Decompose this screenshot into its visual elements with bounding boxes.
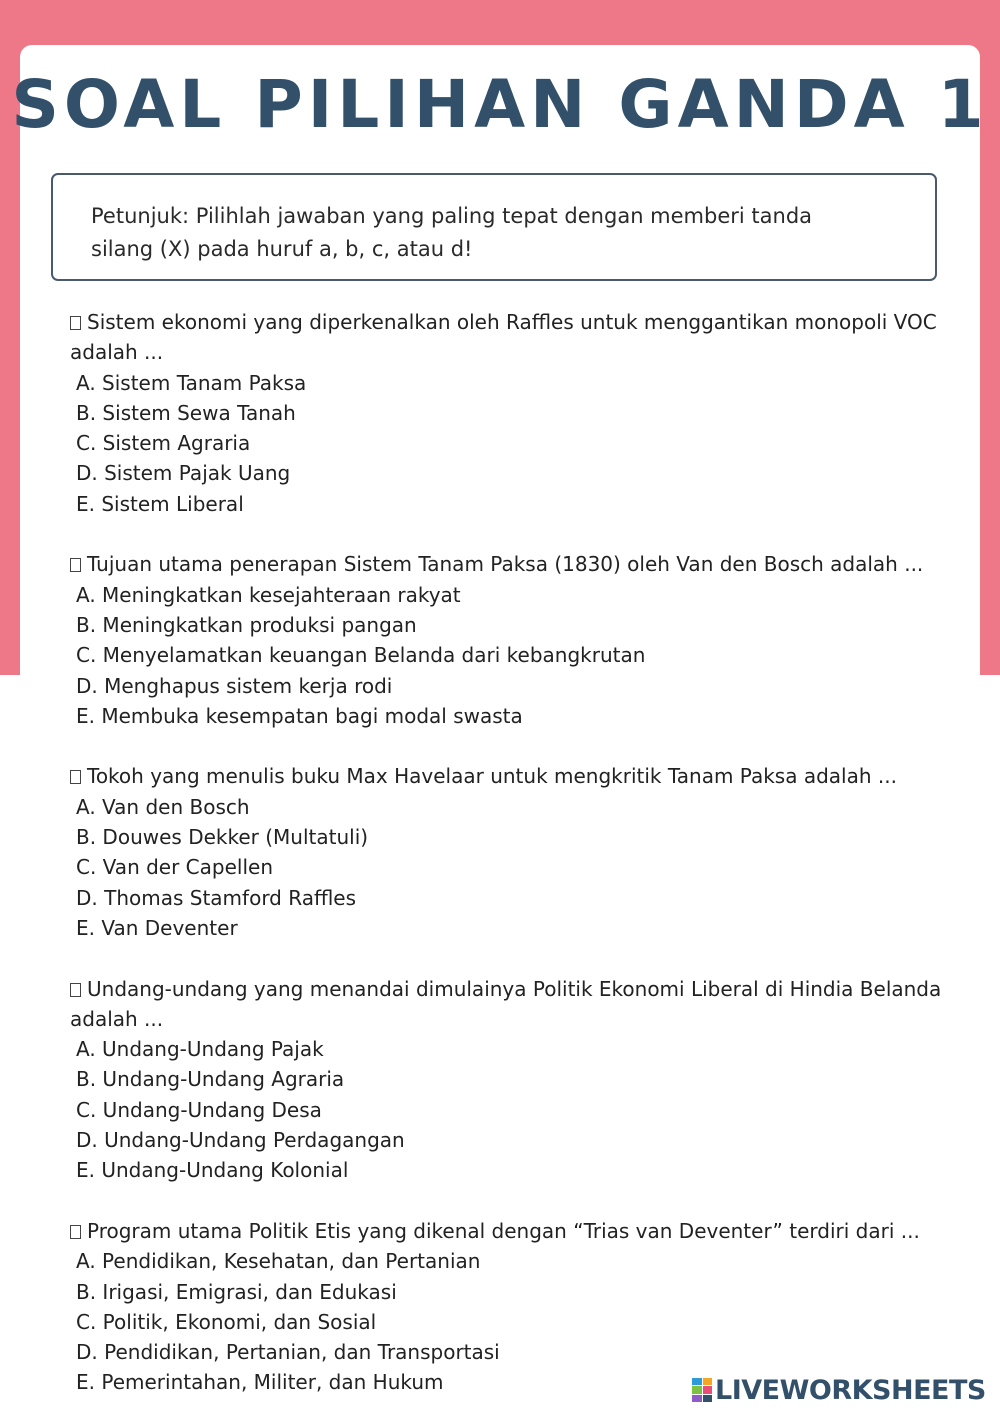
question-text-line: adalah ... xyxy=(70,340,164,365)
worksheet-title: SOAL PILIHAN GANDA 1 xyxy=(11,66,989,143)
missing-glyph-icon xyxy=(70,770,81,784)
missing-glyph-icon xyxy=(70,1225,81,1239)
answer-option[interactable]: B. Undang-Undang Agraria xyxy=(76,1067,345,1092)
brand-text: LIVEWORKSHEETS xyxy=(715,1374,986,1406)
question-block xyxy=(70,549,970,731)
question-text-line: Tujuan utama penerapan Sistem Tanam Paksa (1830) oleh Van den Bosch adalah ... xyxy=(70,549,970,579)
question-text-line: Tokoh yang menulis buku Max Havelaar untuk mengkritik Tanam Paksa adalah ... xyxy=(70,761,970,791)
question-block xyxy=(70,974,970,1186)
missing-glyph-icon xyxy=(70,983,81,997)
answer-option[interactable]: D. Sistem Pajak Uang xyxy=(76,461,291,486)
answer-option[interactable]: A. Sistem Tanam Paksa xyxy=(76,370,307,395)
questions-list xyxy=(70,307,970,1398)
answer-option[interactable]: C. Undang-Undang Desa xyxy=(76,1097,322,1122)
question-text-line: Program utama Politik Etis yang dikenal dengan “Trias van Deventer” terdiri dari ... xyxy=(70,1216,970,1246)
answer-option[interactable]: B. Sistem Sewa Tanah xyxy=(76,400,296,425)
answer-option[interactable]: A. Undang-Undang Pajak xyxy=(76,1037,324,1062)
answer-option[interactable]: C. Politik, Ekonomi, dan Sosial xyxy=(76,1309,377,1334)
question-block xyxy=(70,1216,970,1398)
missing-glyph-icon xyxy=(70,558,81,572)
answer-option[interactable]: B. Irigasi, Emigrasi, dan Edukasi xyxy=(76,1279,397,1304)
answer-option[interactable]: D. Menghapus sistem kerja rodi xyxy=(76,673,393,698)
answer-option[interactable]: D. Undang-Undang Perdagangan xyxy=(76,1128,405,1153)
answer-option[interactable]: C. Van der Capellen xyxy=(76,855,273,880)
instructions-line-1: Petunjuk: Pilihlah jawaban yang paling tepat dengan memberi tanda xyxy=(91,204,813,228)
instructions-text xyxy=(91,200,899,266)
answer-option[interactable]: C. Sistem Agraria xyxy=(76,431,251,456)
answer-option[interactable]: E. Pemerintahan, Militer, dan Hukum xyxy=(76,1370,444,1395)
question-text-line: Sistem ekonomi yang diperkenalkan oleh Raffles untuk menggantikan monopoli VOC xyxy=(70,307,970,337)
question-block xyxy=(70,761,970,943)
question-text-line: adalah ... xyxy=(70,1006,164,1031)
answer-option[interactable]: E. Membuka kesempatan bagi modal swasta xyxy=(76,703,523,728)
answer-option[interactable]: A. Meningkatkan kesejahteraan rakyat xyxy=(76,582,461,607)
answer-option[interactable]: E. Sistem Liberal xyxy=(76,491,244,516)
question-block xyxy=(70,307,970,519)
answer-option[interactable]: E. Van Deventer xyxy=(76,915,238,940)
question-text-line: Undang-undang yang menandai dimulainya Politik Ekonomi Liberal di Hindia Belanda xyxy=(70,974,970,1004)
instructions-box xyxy=(51,173,937,281)
answer-option[interactable]: A. Pendidikan, Kesehatan, dan Pertanian xyxy=(76,1249,481,1274)
answer-option[interactable]: C. Menyelamatkan keuangan Belanda dari kebangkrutan xyxy=(76,643,646,668)
answer-option[interactable]: E. Undang-Undang Kolonial xyxy=(76,1158,349,1183)
answer-option[interactable]: A. Van den Bosch xyxy=(76,794,250,819)
missing-glyph-icon xyxy=(70,316,81,330)
instructions-line-2: silang (X) pada huruf a, b, c, atau d! xyxy=(91,237,473,261)
answer-option[interactable]: B. Douwes Dekker (Multatuli) xyxy=(76,825,369,850)
liveworksheets-brand[interactable] xyxy=(692,1372,986,1408)
answer-option[interactable]: D. Pendidikan, Pertanian, dan Transportasi xyxy=(76,1340,500,1365)
answer-option[interactable]: B. Meningkatkan produksi pangan xyxy=(76,612,417,637)
answer-option[interactable]: D. Thomas Stamford Raffles xyxy=(76,885,357,910)
liveworksheets-logo-icon xyxy=(692,1378,712,1402)
